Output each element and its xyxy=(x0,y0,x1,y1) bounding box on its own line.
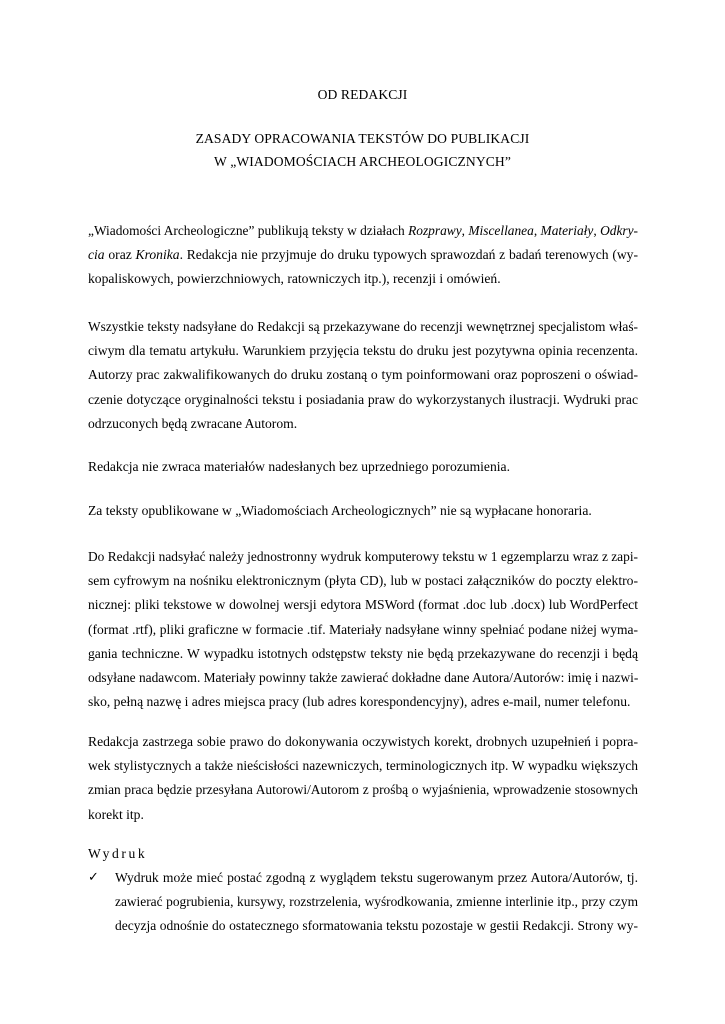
paragraph-line: czenie dotyczące oryginalności tekstu i posiadania praw do wykorzystanych ilustracji. Wydruki prac xyxy=(88,391,638,407)
paragraph-line: Redakcja zastrzega sobie prawo do dokonywania oczywistych korekt, drobnych uzupełnień i popra- xyxy=(88,734,638,749)
paragraph-line: (format .rtf), pliki graficzne w formacie .tif. Materiały nadsyłane winny spełniać podane niżej wyma- xyxy=(88,621,638,637)
paragraph-editorial-corrections xyxy=(88,730,638,827)
paragraph-line: korekt itp. xyxy=(88,806,144,822)
paragraph-line xyxy=(88,219,638,243)
paragraph-line: odrzuconych będą zwracane Autorom. xyxy=(88,415,298,431)
section-title: OD REDAKCJI xyxy=(317,87,408,102)
section-name-odkrycia-part: cia xyxy=(88,247,105,263)
checkmark-icon: ✓ xyxy=(88,870,99,885)
paragraph-line: odsyłane nadawcom. Materiały powinny także zawierać dokładne dane Autora/Autorów: imię i nazwi- xyxy=(88,670,639,686)
section-name-kronika: Kronika xyxy=(135,247,180,263)
main-title-line-2: W „WIADOMOŚCIACH ARCHEOLOGICZNYCH” xyxy=(214,154,511,169)
paragraph-line: Wszystkie teksty nadsyłane do Redakcji są przekazywane do recenzji wewnętrznej specjalistom właś- xyxy=(88,319,638,334)
paragraph-line: gania techniczne. W wypadku istotnych odstępstw teksty nie będą przekazywane do recenzji i będą xyxy=(88,645,638,661)
text-run: , xyxy=(533,223,541,238)
main-title-line-1: ZASADY OPRACOWANIA TEKSTÓW DO PUBLIKACJI xyxy=(195,131,530,146)
paragraph-line: ciwym dla tematu artykułu. Warunkiem przyjęcia tekstu do druku jest pozytywna opinia recenzenta. xyxy=(88,343,638,359)
paragraph-line: Wydruk może mieć postać zgodną z wyglądem tekstu sugerowanym przez Autora/Autorów, tj. xyxy=(115,870,638,885)
paragraph-line: zmian praca będzie przesyłana Autorowi/Autorom z prośbą o wyjaśnienia, wprowadzenie stosownych xyxy=(88,782,638,798)
section-name-miscellanea: Miscellanea xyxy=(468,223,534,238)
list-item-text xyxy=(115,866,638,939)
paragraph-line: sem cyfrowym na nośniku elektronicznym (płyta CD), lub w postaci załączników do poczty elektro- xyxy=(88,573,638,589)
paragraph-submission-format xyxy=(88,545,638,714)
paragraph-honoraria xyxy=(88,499,638,523)
paragraph-line: Za teksty opublikowane w „Wiadomościach Archeologicznych” nie są wypłacane honoraria. xyxy=(88,503,592,518)
section-heading-wydruk: Wydruk xyxy=(88,846,148,861)
section-name-odkrycia-part: Odkry- xyxy=(600,223,639,238)
paragraph-line: kopaliskowych, powierzchniowych, ratowniczych itp.), recenzji i omówień. xyxy=(88,271,501,287)
paragraph-sections-intro xyxy=(88,219,638,292)
text-run: , xyxy=(461,223,469,238)
paragraph-line: nicznej: pliki tekstowe w dowolnej wersji edytora MSWord (format .doc lub .docx) lub WordPerfect xyxy=(88,597,638,613)
text-run: . Redakcja nie przyjmuje do druku typowych sprawozdań z badań terenowych (wy- xyxy=(179,247,638,263)
text-run: oraz xyxy=(104,247,136,263)
section-name-rozprawy: Rozprawy xyxy=(408,223,462,238)
paragraph-line: decyzja odnośnie do ostatecznego sformatowania tekstu pozostaje w gestii Redakcji. Strony wy- xyxy=(115,918,638,934)
text-run: „Wiadomości Archeologiczne” publikują teksty w działach xyxy=(88,223,409,238)
paragraph-line: Autorzy prac zakwalifikowanych do druku zostaną o tym poinformowani oraz poproszeni o oświad- xyxy=(88,367,638,383)
section-name-materialy: Materiały xyxy=(540,223,594,238)
paragraph-line: Redakcja nie zwraca materiałów nadesłanych bez uprzedniego porozumienia. xyxy=(88,459,510,474)
paragraph-line: wek stylistycznych a także nieścisłości nazewniczych, terminologicznych itp. W wypadku większych xyxy=(88,758,638,774)
text-run: , xyxy=(593,223,601,238)
paragraph-line: zawierać pogrubienia, kursywy, rozstrzelenia, wyśrodkowania, zmienne interlinie itp., przy czym xyxy=(115,894,638,910)
paragraph-line xyxy=(88,243,638,267)
paragraph-line: Do Redakcji nadsyłać należy jednostronny wydruk komputerowy tekstu w 1 egzemplarzu wraz z zapi- xyxy=(88,549,638,564)
paragraph-materials-return xyxy=(88,455,638,479)
paragraph-review-process xyxy=(88,315,638,436)
paragraph-line: sko, pełną nazwę i adres miejsca pracy (lub adres korespondencyjny), adres e-mail, numer telefonu. xyxy=(88,694,631,710)
